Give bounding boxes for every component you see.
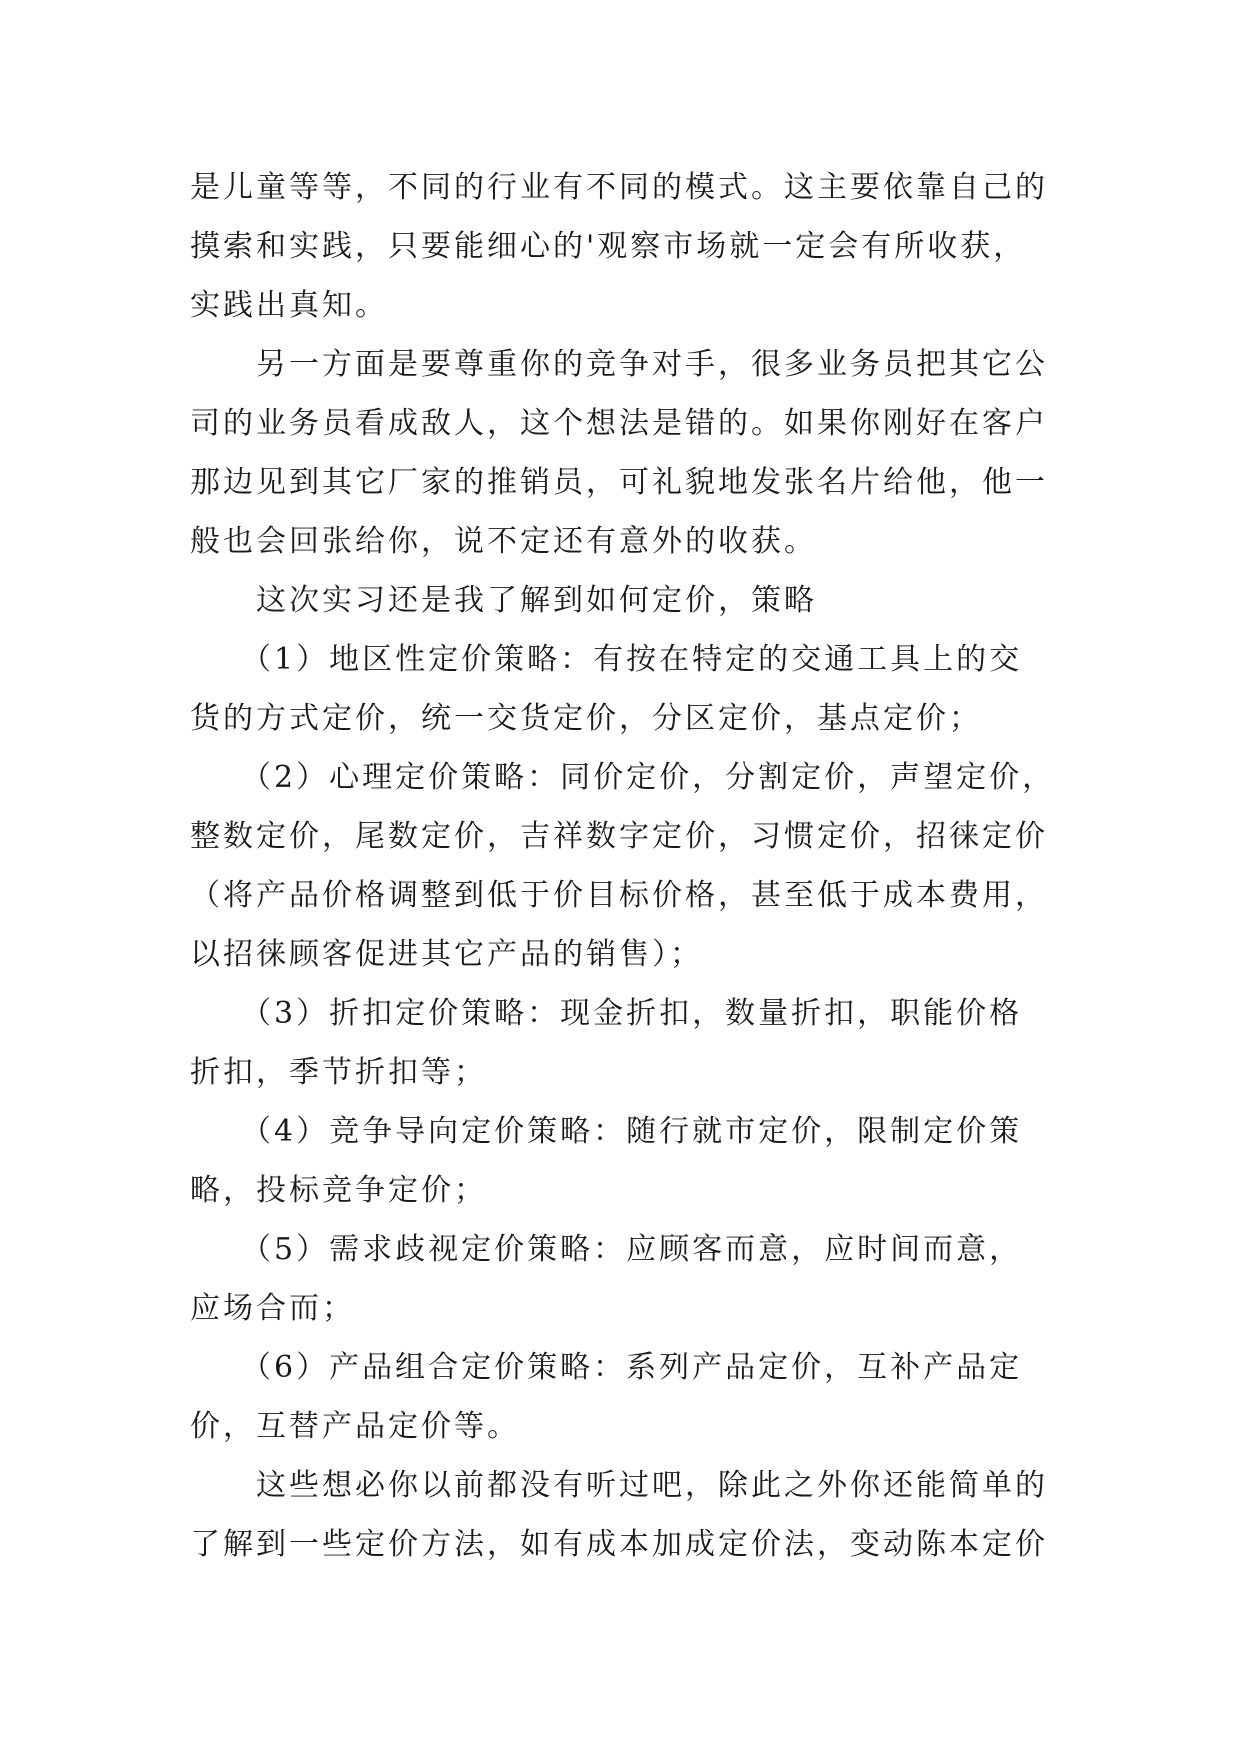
text-line: （6）产品组合定价策略：系列产品定价，互补产品定	[190, 1350, 1023, 1385]
text-line: 那边见到其它厂家的推销员，可礼貌地发张名片给他，他一	[190, 465, 1048, 500]
text-line: 以招徕顾客促进其它产品的销售）；	[190, 937, 703, 972]
text-line: 了解到一些定价方法，如有成本加成定价法，变动陈本定价	[190, 1527, 1048, 1562]
text-line: （3）折扣定价策略：现金折扣，数量折扣，职能价格	[190, 996, 1023, 1031]
text-line: 另一方面是要尊重你的竞争对手，很多业务员把其它公	[190, 347, 1048, 382]
text-line: 这些想必你以前都没有听过吧，除此之外你还能简单的	[190, 1468, 1048, 1503]
text-line: （5）需求歧视定价策略：应顾客而意，应时间而意，	[190, 1232, 1023, 1267]
text-line: 般也会回张给你，说不定还有意外的收获。	[190, 524, 817, 559]
text-line: 司的业务员看成敌人，这个想法是错的。如果你刚好在客户	[190, 406, 1048, 441]
text-line: 货的方式定价，统一交货定价，分区定价，基点定价；	[190, 701, 982, 736]
text-line: 实践出真知。	[190, 288, 388, 323]
text-line: （4）竞争导向定价策略：随行就市定价，限制定价策	[190, 1114, 1023, 1149]
text-line: 这次实习还是我了解到如何定价，策略	[190, 583, 817, 618]
body-text	[190, 158, 1056, 1574]
text-line: （2）心理定价策略：同价定价，分割定价，声望定价，	[190, 760, 1056, 795]
text-line: 整数定价，尾数定价，吉祥数字定价，习惯定价，招徕定价	[190, 819, 1048, 854]
text-line: （1）地区性定价策略：有按在特定的交通工具上的交	[190, 642, 1023, 677]
text-line: （将产品价格调整到低于价目标价格，甚至低于成本费用，	[190, 878, 1048, 913]
text-line: 价，互替产品定价等。	[190, 1409, 520, 1444]
text-line: 摸索和实践，只要能细心的'观察市场就一定会有所收获，	[190, 229, 1027, 264]
text-line: 是儿童等等，不同的行业有不同的模式。这主要依靠自己的	[190, 170, 1048, 205]
text-line: 应场合而；	[190, 1291, 355, 1326]
text-line: 折扣，季节折扣等；	[190, 1055, 487, 1090]
text-line: 略，投标竞争定价；	[190, 1173, 487, 1208]
